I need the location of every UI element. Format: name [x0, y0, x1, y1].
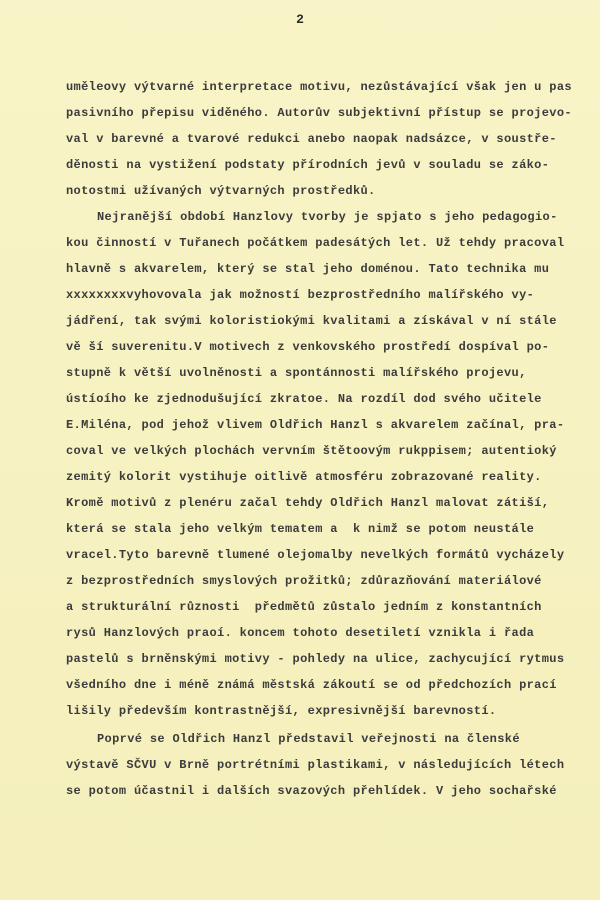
- text-line: a strukturální různosti předmětů zůstalo jedním z konstantních: [66, 600, 542, 614]
- text-line: Poprvé se Oldřich Hanzl představil veřejnosti na členské: [97, 732, 520, 746]
- text-line: xxxxxxxxvyhovovala jak možností bezprostředního malířského vy-: [66, 288, 535, 302]
- text-line: z bezprostředních smyslových prožitků; zdůrazňování materiálové: [66, 574, 542, 588]
- text-line: vě ší suverenitu.V motivech z venkovského prostředí dospíval po-: [66, 340, 550, 354]
- text-line: Kromě motivů z plenéru začal tehdy Oldřich Hanzl malovat zátiší,: [66, 496, 550, 510]
- text-line: děnosti na vystižení podstaty přírodních jevů v souladu se záko-: [66, 158, 550, 172]
- text-line: všedního dne i méně známá městská zákoutí se od předchozích prací: [66, 678, 557, 692]
- text-line: coval ve velkých plochách vervním štětoovým rukppisem; autentioký: [66, 444, 557, 458]
- text-line: rysů Hanzlových praoí. koncem tohoto desetiletí vznikla i řada: [66, 626, 535, 640]
- text-line: E.Miléna, pod jehož vlivem Oldřich Hanzl s akvarelem začínal, pra-: [66, 418, 565, 432]
- text-line: jádření, tak svými koloristiokými kvalitami a získával v ní stále: [66, 314, 557, 328]
- text-line: notostmi užívaných výtvarných prostředků.: [66, 184, 376, 198]
- text-line: stupně k větší uvolněnosti a spontánnosti malířského projevu,: [66, 366, 527, 380]
- text-line: uměleovy výtvarné interpretace motivu, nezůstávající však jen u pas: [66, 80, 572, 94]
- text-line: výstavě SČVU v Brně portrétními plastikami, v následujících létech: [66, 758, 565, 772]
- text-line: kou činností v Tuřanech počátkem padesátých let. Už tehdy pracoval: [66, 236, 565, 250]
- text-line: pastelů s brněnskými motivy - pohledy na ulice, zachycující rytmus: [66, 652, 565, 666]
- text-line: val v barevné a tvarové redukci anebo naopak nadsázce, v soustře-: [66, 132, 557, 146]
- text-line: lišily především kontrastnější, expresivnější barevností.: [66, 704, 497, 718]
- text-line: vracel.Tyto barevně tlumené olejomalby nevelkých formátů vycházely: [66, 548, 565, 562]
- text-line: pasivního přepisu viděného. Autorův subjektivní přístup se projevo-: [66, 106, 572, 120]
- text-line: ústíoího ke zjednodušující zkratoe. Na rozdíl dod svého učitele: [66, 392, 542, 406]
- text-line: hlavně s akvarelem, který se stal jeho doménou. Tato technika mu: [66, 262, 550, 276]
- page-number: 2: [296, 12, 304, 27]
- text-line: zemitý kolorit vystihuje oitlivě atmosféru zobrazované reality.: [66, 470, 542, 484]
- text-line: která se stala jeho velkým tematem a k nimž se potom neustále: [66, 522, 535, 536]
- text-line: se potom účastnil i dalších svazových přehlídek. V jeho sochařské: [66, 784, 557, 798]
- text-line: Nejranější období Hanzlovy tvorby je spjato s jeho pedagogio-: [97, 210, 558, 224]
